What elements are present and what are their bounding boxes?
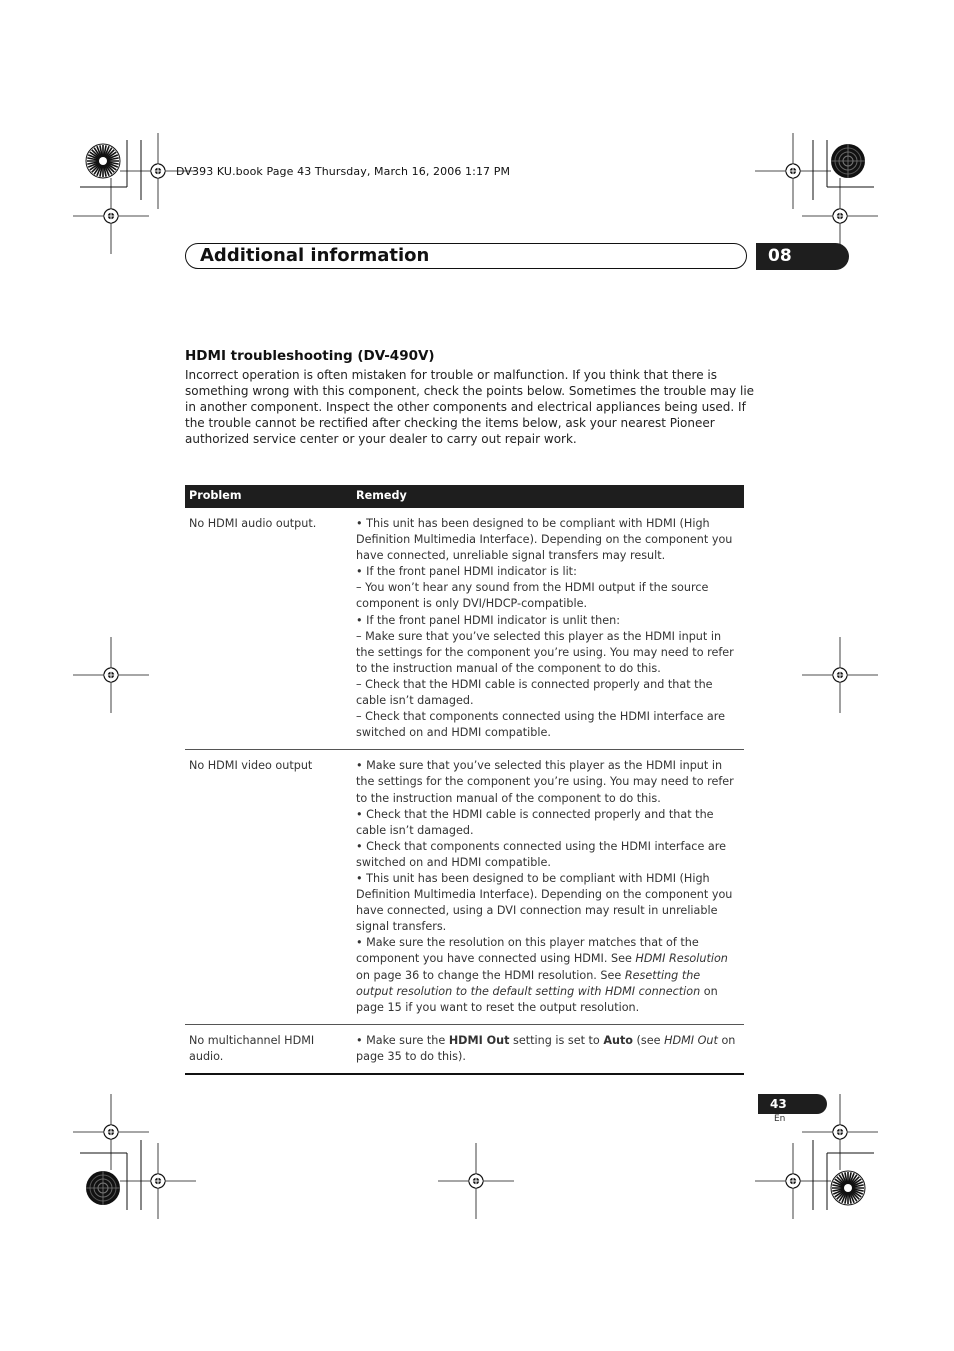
problem-cell: No multichannel HDMI audio. [185,1024,349,1074]
remedy-line: – Make sure that you’ve selected this player as the HDMI input in the settings for the component you’re using. You may need to refer to the instruction manual of the component to do this. [356,629,734,675]
reference-resetting-output: Resetting the output resolution to the default setting with HDMI connection [356,968,701,998]
print-info: DV393 KU.book Page 43 Thursday, March 16, 2006 1:17 PM [176,165,511,178]
table-row [185,1024,744,1074]
problem-cell: No HDMI video output [185,750,349,1025]
remedy-cell [349,750,744,1025]
section-title: HDMI troubleshooting (DV-490V) [185,348,435,364]
remedy-text: • Make sure the resolution on this player matches that of the component you have connected using HDMI. See [356,936,699,966]
remedy-text: on page 35 to do this). [356,1033,736,1063]
remedy-line: – You won’t hear any sound from the HDMI output if the source component is only DVI/HDCP-compatible. [356,581,709,611]
chapter-number: 08 [768,246,792,266]
remedy-line: • Make sure that you’ve selected this player as the HDMI input in the settings for the component you’re using. You may need to refer to the instruction manual of the component to do this. [356,759,734,805]
remedy-line: • Check that the HDMI cable is connected properly and that the cable isn’t damaged. [356,807,714,837]
language-label: En [774,1114,786,1124]
chapter-title: Additional information [200,245,430,266]
remedy-line: • This unit has been designed to be compliant with HDMI (High Definition Multimedia Interface). Depending on the component you have connected, using a DVI connection may result in unreliable signal transfers. [356,871,733,934]
table-row [185,750,744,1025]
table-header-row [185,485,744,508]
chapter-header [185,243,747,269]
remedy-line: • This unit has been designed to be compliant with HDMI (High Definition Multimedia Interface). Depending on the component you have connected, unreliable signal transfers may result. [356,517,733,563]
column-header-problem: Problem [185,485,349,508]
page-number: 43 [770,1097,787,1111]
remedy-text: on page 36 to change the HDMI resolution. See [356,968,625,982]
setting-name: HDMI Out [448,1033,510,1047]
chapter-number-badge [756,243,849,270]
column-header-remedy: Remedy [349,485,744,508]
remedy-text: • Make sure the [356,1033,449,1047]
troubleshooting-table [185,485,744,1075]
remedy-line: • Check that components connected using the HDMI interface are switched on and HDMI compatible. [356,839,726,869]
remedy-line: • If the front panel HDMI indicator is unlit then: [356,613,621,627]
reference-hdmi-resolution: HDMI Resolution [635,952,728,966]
remedy-line: – Check that components connected using the HDMI interface are switched on and HDMI compatible. [356,710,725,740]
remedy-cell [349,1024,744,1074]
remedy-text: on page 15 if you want to reset the output resolution. [356,984,718,1014]
problem-cell: No HDMI audio output. [185,508,349,750]
setting-value: Auto [603,1033,633,1047]
remedy-text: setting is set to [509,1033,604,1047]
remedy-line: – Check that the HDMI cable is connected properly and that the cable isn’t damaged. [356,677,713,708]
intro-paragraph: Incorrect operation is often mistaken for trouble or malfunction. If you think that there is something wrong with this component, check the points below. Sometimes the trouble may lie in another component. Inspect the other components and electrical appliances being used. If the trouble cannot be rectified after checking the items below, ask your nearest Pioneer authorized service center or your dealer to carry out repair work. [185,368,755,446]
page-number-badge [758,1094,827,1114]
remedy-cell [349,508,744,750]
remedy-line [356,935,740,1015]
remedy-line: • If the front panel HDMI indicator is lit: [356,565,577,579]
remedy-text: (see [633,1033,665,1047]
reference-hdmi-out: HDMI Out [664,1033,718,1047]
table-row [185,508,744,750]
